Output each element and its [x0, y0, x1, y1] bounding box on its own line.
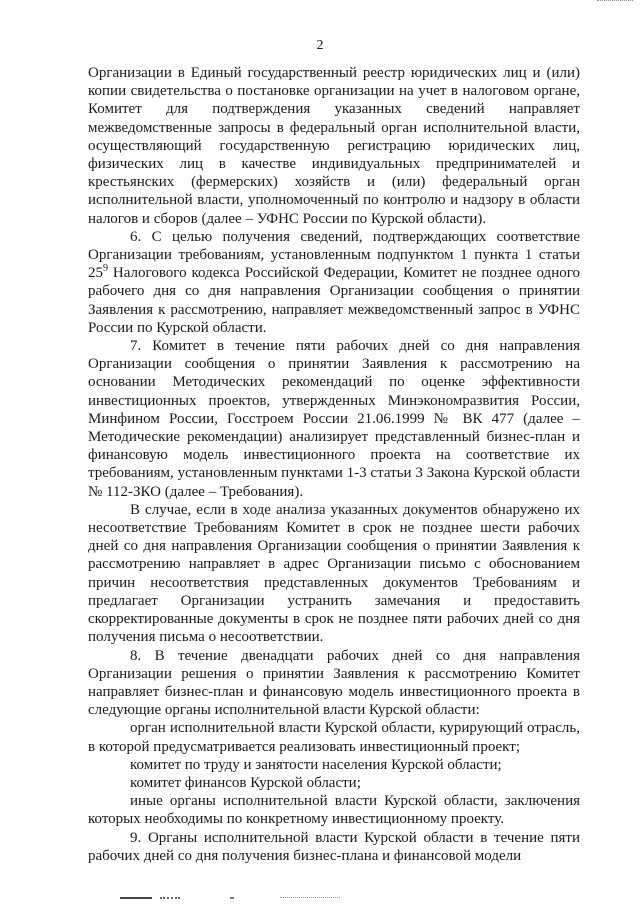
- page-number: 2: [316, 38, 324, 53]
- document-body: [88, 64, 580, 865]
- list-item-other-bodies: иные органы исполнительной власти Курской области, заключения которых необходимы по конкретному инвестиционному проекту.: [88, 793, 580, 828]
- list-item-industry-body: орган исполнительной власти Курской области, курирующий отрасль, в которой предусматривается реализовать инвестиционный проект;: [88, 720, 580, 755]
- scan-mark-top: [597, 0, 633, 5]
- paragraph-item-6-text: 6. С целью получения сведений, подтверждающих соответствие Организации требованиям, установленным подпунктом 1 пункта 1 статьи 25: [88, 228, 580, 282]
- paragraph-continuation: Организации в Единый государственный реестр юридических лиц и (или) копии свидетельства о постановке организации на учет в налоговом органе, Комитет для подтверждения указанных сведений направляет межведомственные запросы в федеральный орган исполнительной власти, осуществляющий государственную регистрацию юридических лиц, физических лиц в качестве индивидуальных предпринимателей и крестьянских (фермерских) хозяйств и (или) федеральный орган исполнительной власти, уполномоченный по контролю и надзору в области налогов и сборов (далее – УФНС России по Курской области).: [88, 65, 580, 227]
- list-item-finance-committee: комитет финансов Курской области;: [130, 774, 361, 791]
- paragraph-item-9: 9. Органы исполнительной власти Курской области в течение пяти рабочих дней со дня получения бизнес-плана и финансовой модели: [88, 829, 580, 864]
- list-item-labor-committee: комитет по труду и занятости населения Курской области;: [130, 756, 502, 773]
- paragraph-nonconformity: В случае, если в ходе анализа указанных документов обнаружено их несоответствие Требованиям Комитет в срок не позднее шести рабочих дней со дня направления Организации сообщения о принятии Заявления к рассмотрению направляет в адрес Организации письмо с обоснованием причин несоответствия представленных документов Требованиям и предлагает Организации устранить замечания и предоставить скорректированные документы в срок не позднее пяти рабочих дней со дня получения письма о несоответствии.: [88, 501, 580, 646]
- paragraph-item-7: 7. Комитет в течение пяти рабочих дней со дня направления Организации сообщения о принятии Заявления к рассмотрению на основании Методических рекомендаций по оценке эффективности инвестиционных проектов, утвержденных Минэкономразвития России, Минфином России, Госстроем России 21.06.1999 № ВК 477 (далее – Методические рекомендации) анализирует представленный бизнес-план и финансовую модель инвестиционного проекта на соответствие их требованиям, установленным пунктами 1-3 статьи 3 Закона Курской области № 112-ЗКО (далее – Требования).: [88, 338, 580, 500]
- paragraph-item-8: 8. В течение двенадцати рабочих дней со дня направления Организации решения о принятии Заявления к рассмотрению Комитет направляет бизнес-план и финансовую модель инвестиционного проекта в следующие органы исполнительной власти Курской области:: [88, 647, 580, 719]
- paragraph-item-6: [88, 228, 580, 337]
- paragraph-item-6-text-end: Налогового кодекса Российской Федерации, Комитет не позднее одного рабочего дня со дня направления Организации сообщения о принятии Заявления к рассмотрению, направляет межведомственный запрос в УФНС России по Курской области.: [88, 265, 580, 336]
- article-superscript: 9: [103, 263, 108, 275]
- scan-marks-bottom: [120, 893, 360, 901]
